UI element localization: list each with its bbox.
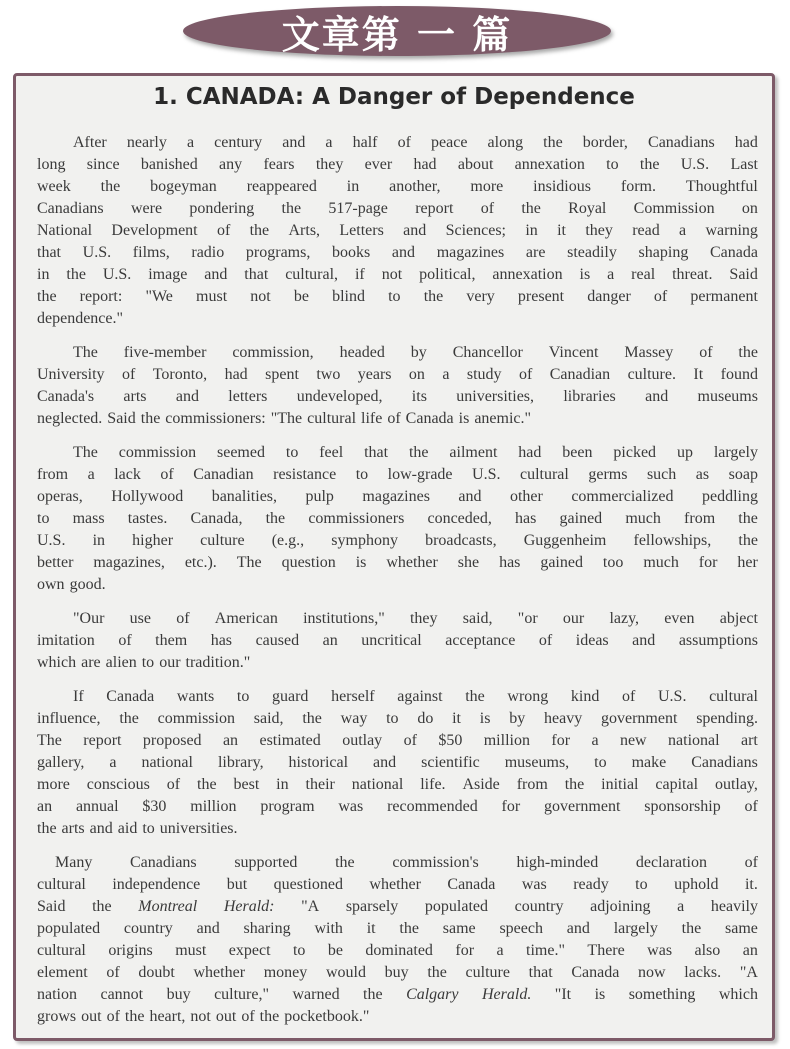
text-line: to mass tastes. Canada, the commissioners conceded, has gained much from the: [37, 510, 758, 527]
text-line: If Canada wants to guard herself against the wrong kind of U.S. cultural: [73, 688, 758, 705]
text-line: that U.S. films, radio programs, books and magazines are steadily shaping Canada: [37, 244, 758, 261]
text-line: more conscious of the best in their national life. Aside from the initial capital outlay,: [37, 776, 758, 793]
text-line: element of doubt whether money would buy the culture that Canada now lacks. "A: [37, 964, 758, 981]
text-line: The commission seemed to feel that the ailment had been picked up largely: [73, 444, 758, 461]
text-line: cultural origins must expect to be dominated for a time." There was also an: [37, 942, 758, 959]
text-line: which are alien to our tradition.": [37, 654, 251, 671]
text-line: populated country and sharing with it the same speech and largely the same: [37, 920, 758, 937]
text-line: operas, Hollywood banalities, pulp magazines and other commercialized peddling: [37, 488, 758, 505]
text-line: the arts and aid to universities.: [37, 820, 238, 837]
text-line: National Development of the Arts, Letters and Sciences; in it they read a warning: [37, 222, 758, 239]
text-line: an annual $30 million program was recommended for government sponsorship of: [37, 798, 758, 815]
text-line: "Our use of American institutions," they said, "or our lazy, even abject: [73, 610, 758, 627]
article-paragraph: [37, 442, 758, 596]
text-line: U.S. in higher culture (e.g., symphony broadcasts, Guggenheim fellowships, the: [37, 532, 758, 549]
text-line: gallery, a national library, historical and scientific museums, to make Canadians: [37, 754, 758, 771]
text-line: Canadians were pondering the 517-page report of the Royal Commission on: [37, 200, 758, 217]
text-line: the report: "We must not be blind to the very present danger of permanent: [37, 288, 758, 305]
text-line: in the U.S. image and that cultural, if not political, annexation is a real threat. Said: [37, 266, 758, 283]
text-line: The report proposed an estimated outlay of $50 million for a new national art: [37, 732, 758, 749]
article-title: 1. CANADA: A Danger of Dependence: [153, 84, 635, 110]
text-line: long since banished any fears they ever had about annexation to the U.S. Last: [37, 156, 758, 173]
text-line: own good.: [37, 576, 106, 593]
text-line: grows out of the heart, not out of the pocketbook.": [37, 1008, 370, 1025]
text-line: University of Toronto, had spent two years on a study of Canadian culture. It found: [37, 366, 758, 383]
article-paragraph: [37, 686, 758, 840]
article-paragraph: [37, 608, 758, 674]
text-line: from a lack of Canadian resistance to low-grade U.S. cultural germs such as soap: [37, 466, 758, 483]
article-body: [37, 132, 758, 1040]
text-line: neglected. Said the commissioners: "The cultural life of Canada is anemic.": [37, 410, 532, 427]
article-paragraph: [37, 852, 758, 1028]
text-line: The five-member commission, headed by Chancellor Vincent Massey of the: [73, 344, 758, 361]
text-line: Canada's arts and letters undeveloped, its universities, libraries and museums: [37, 388, 758, 405]
text-line: nation cannot buy culture," warned the Calgary Herald. "It is something which: [37, 986, 758, 1003]
text-line: dependence.": [37, 310, 124, 327]
text-line: Many Canadians supported the commission's high-minded declaration of: [55, 854, 758, 871]
text-line: cultural independence but questioned whether Canada was ready to uphold it.: [37, 876, 758, 893]
text-line: better magazines, etc.). The question is whether she has gained too much for her: [37, 554, 758, 571]
text-line: week the bogeyman reappeared in another, more insidious form. Thoughtful: [37, 178, 758, 195]
article-frame: [13, 73, 775, 1041]
text-line: Said the Montreal Herald: "A sparsely populated country adjoining a heavily: [37, 898, 758, 915]
article-paragraph: [37, 132, 758, 330]
text-line: imitation of them has caused an uncritical acceptance of ideas and assumptions: [37, 632, 758, 649]
text-line: After nearly a century and a half of peace along the border, Canadians had: [73, 134, 758, 151]
article-paragraph: [37, 342, 758, 430]
text-line: influence, the commission said, the way to do it is by heavy government spending.: [37, 710, 758, 727]
section-header-label: 文章第 一 篇: [281, 12, 513, 57]
section-header-pill: [183, 6, 611, 56]
